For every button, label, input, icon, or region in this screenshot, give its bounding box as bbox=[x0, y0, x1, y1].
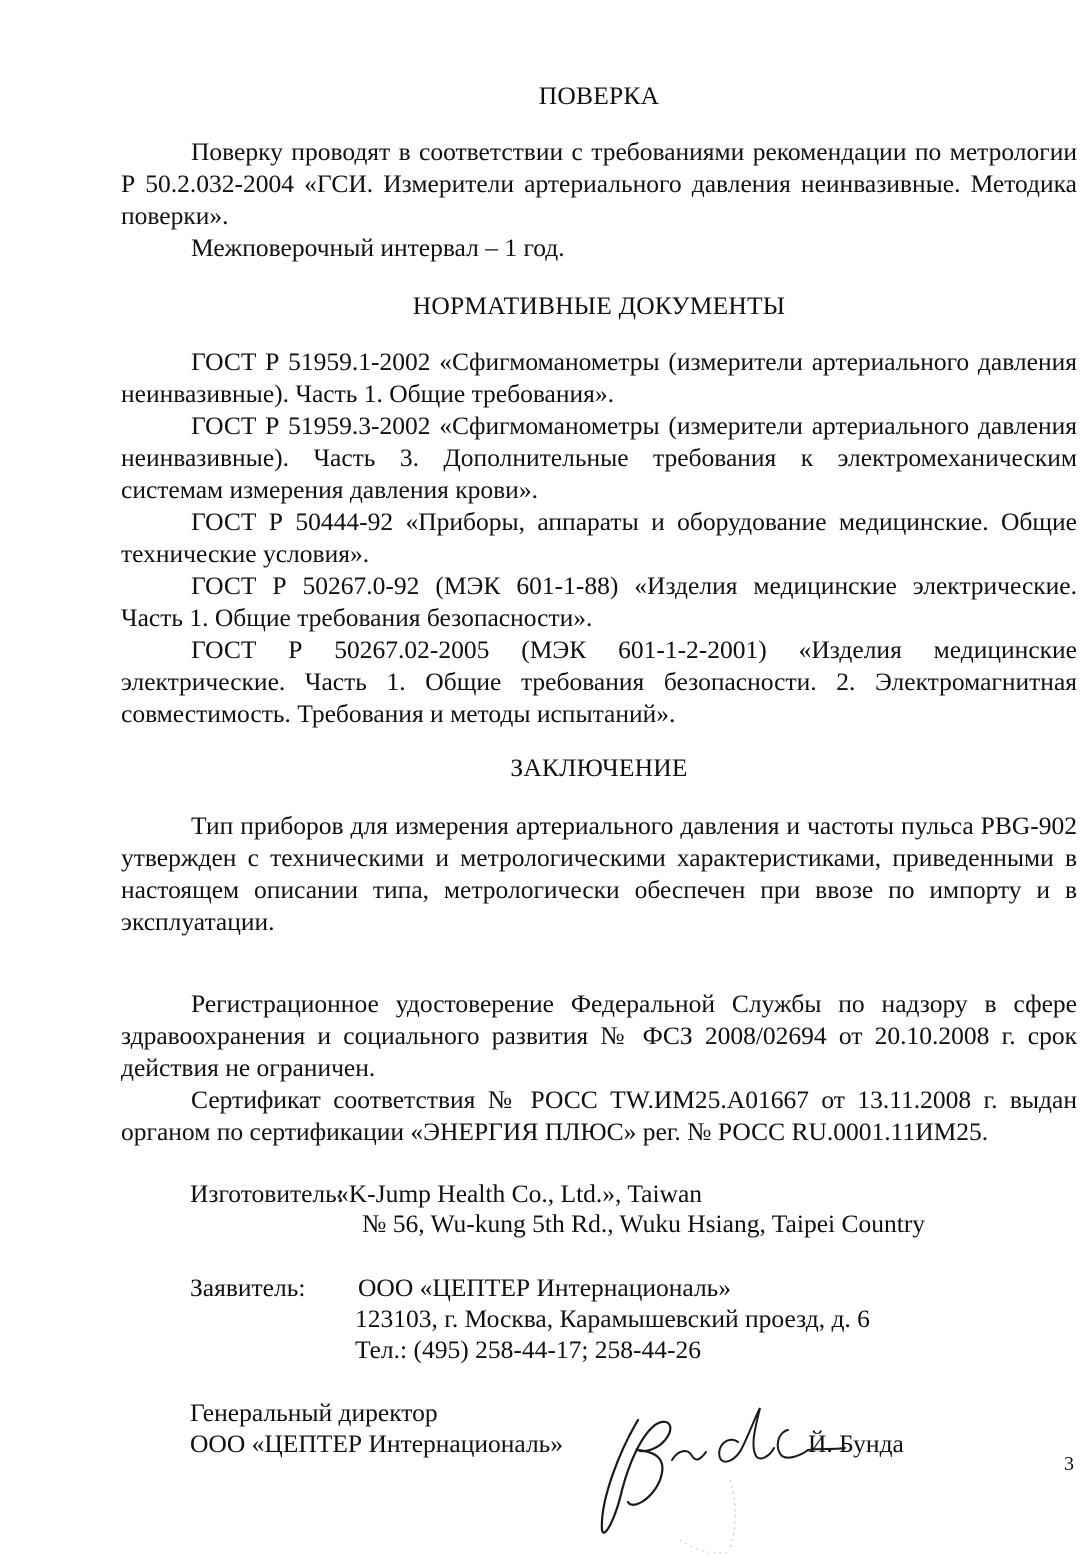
paragraph: ГОСТ Р 51959.1-2002 «Сфигмоманометры (измерители артериального давления неинвазивные). Часть 1. Общие требования». bbox=[121, 347, 1077, 408]
signature-organization: ООО «ЦЕПТЕР Интернациональ» bbox=[190, 1429, 564, 1458]
section-title-verification: ПОВЕРКА bbox=[538, 81, 660, 110]
paragraph: Межповерочный интервал – 1 год. bbox=[191, 233, 565, 262]
page-number: 3 bbox=[1064, 1453, 1074, 1475]
applicant-label: Заявитель: bbox=[190, 1273, 306, 1302]
paragraph: Тип приборов для измерения артериального давления и частоты пульса PBG-902 утвержден с техническими и метрологическими характеристиками, приведенными в настоящем описании типа, метрологически обеспечен при ввозе по импорту и в эксплуатации. bbox=[121, 811, 1077, 936]
handwritten-signature-icon bbox=[560, 1390, 880, 1560]
manufacturer-address: № 56, Wu-kung 5th Rd., Wuku Hsiang, Taipei Country bbox=[362, 1209, 926, 1238]
section-conclusion bbox=[121, 810, 1077, 938]
paragraph: Поверку проводят в соответствии с требованиями рекомендации по метрологии Р 50.2.032-2004 «ГСИ. Измерители артериального давления неинвазивные. Методика поверки». bbox=[121, 137, 1077, 230]
applicant-address: 123103, г. Москва, Карамышевский проезд, д. 6 bbox=[355, 1304, 870, 1333]
signer-name: Й. Бунда bbox=[808, 1429, 904, 1458]
section-title-normative-documents: НОРМАТИВНЫЕ ДОКУМЕНТЫ bbox=[412, 291, 786, 320]
paragraph: ГОСТ Р 51959.3-2002 «Сфигмоманометры (измерители артериального давления неинвазивные). Часть 3. Дополнительные требования к электромеханическим системам измерения давления крови». bbox=[121, 411, 1077, 504]
applicant-name: ООО «ЦЕПТЕР Интернациональ» bbox=[358, 1273, 732, 1302]
signature-position: Генеральный директор bbox=[190, 1398, 438, 1427]
section-title-conclusion: ЗАКЛЮЧЕНИЕ bbox=[510, 753, 688, 782]
section-verification bbox=[121, 136, 1077, 264]
manufacturer-name: «K-Jump Health Co., Ltd.», Taiwan bbox=[336, 1179, 703, 1208]
paragraph: ГОСТ Р 50267.02-2005 (МЭК 601-1-2-2001) «Изделия медицинские электрические. Часть 1. Общие требования безопасности. 2. Электромагнитная совместимость. Требования и методы испытаний». bbox=[121, 635, 1077, 728]
applicant-phone: Тел.: (495) 258-44-17; 258-44-26 bbox=[355, 1335, 702, 1364]
paragraph: Регистрационное удостоверение Федеральной Службы по надзору в сфере здравоохранения и социального развития № ФСЗ 2008/02694 от 20.10.2008 г. срок действия не ограничен. bbox=[121, 989, 1077, 1082]
section-normative-documents bbox=[121, 346, 1077, 730]
manufacturer-label: Изготовитель: bbox=[190, 1179, 344, 1208]
paragraph: ГОСТ Р 50444-92 «Приборы, аппараты и оборудование медицинские. Общие технические условия». bbox=[121, 507, 1077, 568]
section-registration bbox=[121, 988, 1077, 1148]
paragraph: Сертификат соответствия № РОСС TW.ИМ25.A01667 от 13.11.2008 г. выдан органом по сертификации «ЭНЕРГИЯ ПЛЮС» рег. № РОСС RU.0001.11ИМ25. bbox=[121, 1085, 1077, 1146]
paragraph: ГОСТ Р 50267.0-92 (МЭК 601-1-88) «Изделия медицинские электрические. Часть 1. Общие требования безопасности». bbox=[121, 571, 1077, 632]
